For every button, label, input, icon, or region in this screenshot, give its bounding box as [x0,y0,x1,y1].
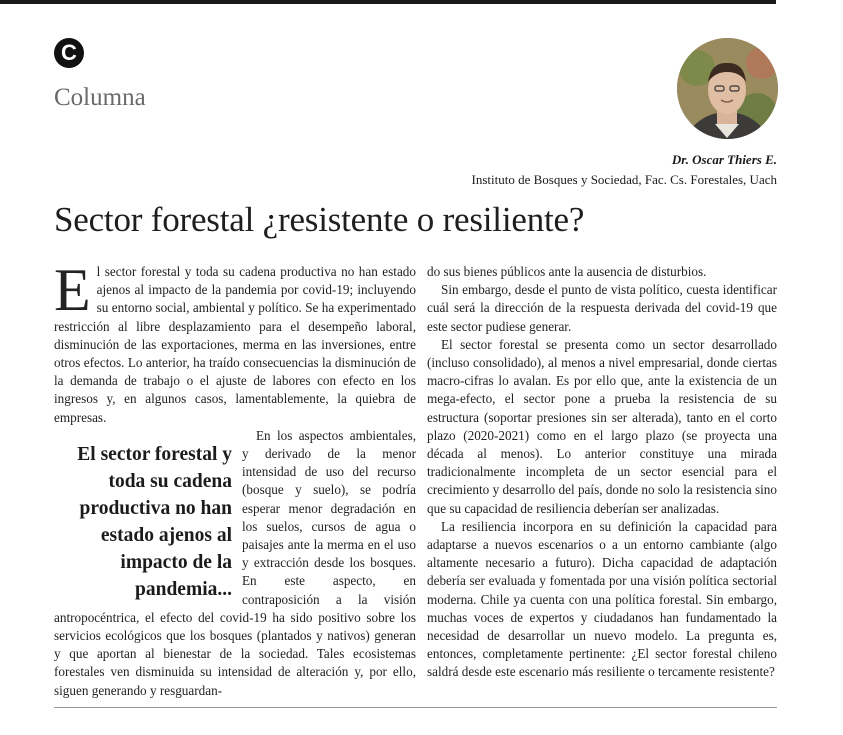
paragraph: do sus bienes públicos ante la ausencia de disturbios. [427,264,707,279]
section-label: Columna [54,84,146,111]
pull-quote: El sector forestal y toda su cadena productiva no han estado ajenos al impacto de la pandemia... [77,443,232,600]
article-title: Sector forestal ¿resistente o resiliente? [54,200,585,239]
column-badge-icon: C [54,38,84,68]
author-name: Dr. Oscar Thiers E. [671,152,777,167]
author-portrait [677,38,778,139]
paragraph: En los aspectos ambientales, y derivado de la menor intensidad de uso del recurso (bosque y suelo), se podría esperar menor degradación en los suelos, cursos de agua o paisajes ante la merma en el uso y extracción desde los bosques. En este aspecto, en contraposición a la visión antropocéntrica, el efecto del covid-19 ha sido positivo sobre los servicios ecológicos que los bosques (plantados y nativos) generan y que aportan al bienestar de la sociedad. Tales ecosistemas forestales ven disminuida su intensidad de alteración y, por ello, siguen generando y resguardan- [54,427,416,698]
paragraph: El sector forestal se presenta como un sector desarrollado (incluso consolidado), al menos a nivel empresarial, donde ciertas macro-cifras lo avalan. Es por ello que, ante la existencia de un mega-efecto, el sector pone a prueba la resistencia de su estructura (soportar presiones sin ser alterada), tanto en el corto plazo (2020-2021) como en el largo plazo (se proyecta una década al menos). Lo anterior constituye una mirada tradicionalmente incompleta de un sector esencial para el crecimiento y desarrollo del país, donde no solo la resistencia sino que su capacidad de resiliencia deberían ser analizadas. [427,336,777,516]
drop-cap: E [54,257,91,323]
paragraph [54,257,416,427]
left-column [54,257,416,700]
right-column [427,263,777,682]
paragraph: La resiliencia incorpora en su definición la capacidad para adaptarse a nuevos escenarios o a un entorno cambiante (algo altamente necesario a futuro). Dicha capacidad de adaptación debería ser evaluada y fomentada por una visión política sectorial moderna. Chile ya cuenta con una política forestal. Sin embargo, muchas voces de expertos y ciudadanos han fundamentado la necesidad de desarrollar un nuevo modelo. La pregunta es, entonces, completamente pertinente: ¿El sector forestal chileno saldrá desde este escenario más resiliente o tercamente resistente? [427,518,777,680]
author-affiliation: Instituto de Bosques y Sociedad, Fac. Cs. Forestales, Uach [471,172,777,187]
paragraph: Sin embargo, desde el punto de vista político, cuesta identificar cuál será la dirección de la respuesta derivada del covid-19 que este sector pudiese generar. [427,282,777,334]
top-rule [0,0,776,4]
bottom-rule [54,707,777,708]
author-photo-icon [677,38,778,139]
paragraph-text: l sector forestal y toda su cadena productiva no han estado ajenos al impacto de la pandemia por covid-19; incluyendo su entorno social, ambiental y político. Se ha experimentado restricción al libre desplazamiento para el desempeño laboral, disminución de las exportaciones, merma en las inversiones, entre otros efectos. Lo anterior, ha traído consecuencias la disminución de la demanda de trabajo o el ajuste de labores con efecto en los ingresos y, en algunos casos, lamentablemente, la quiebra de empresas. [54,264,416,425]
